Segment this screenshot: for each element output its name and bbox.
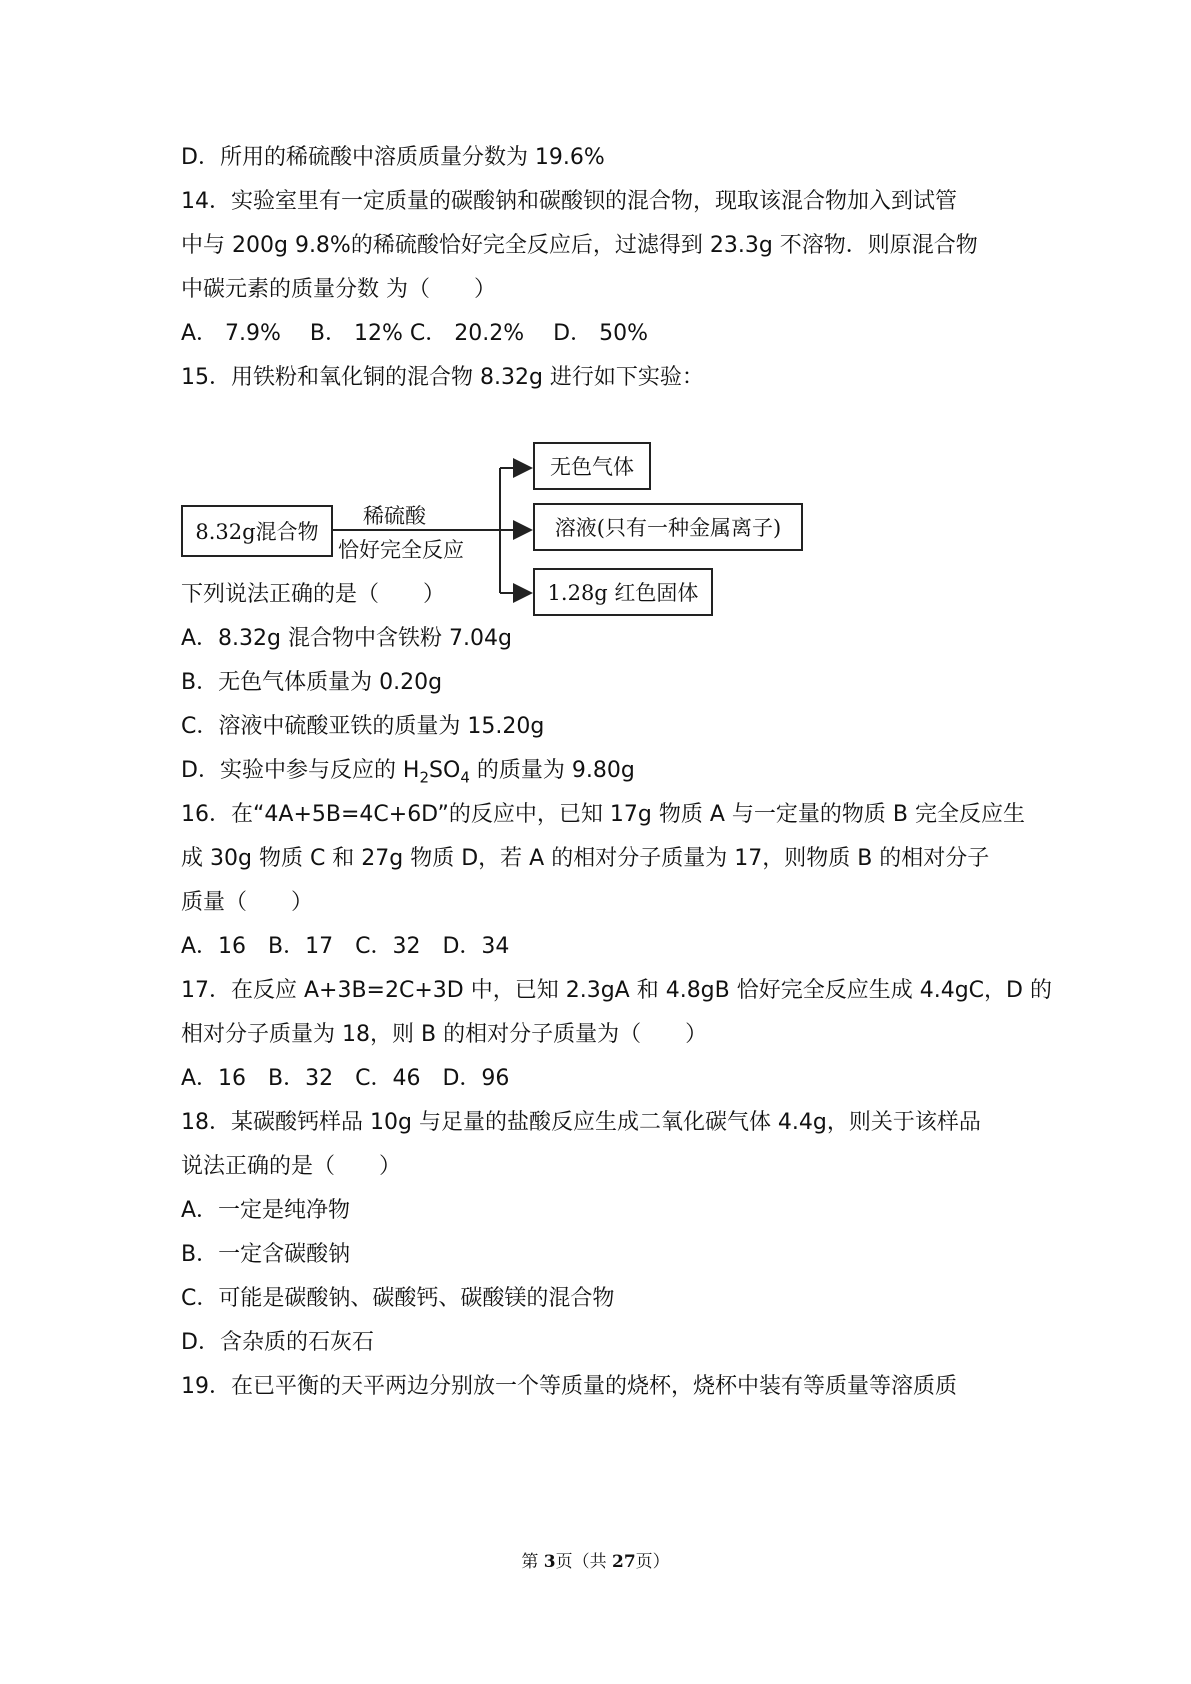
subscript-4: 4	[460, 768, 470, 787]
q19-line-1: 19．在已平衡的天平两边分别放一个等质量的烧杯，烧杯中装有等质量等溶质质	[181, 1374, 957, 1399]
option-d-suffix: 的质量为 9.80g	[469, 758, 635, 783]
page-footer	[0, 1547, 1191, 1572]
q15-option-c: C．溶液中硫酸亚铁的质量为 15.20g	[181, 714, 545, 739]
option-d-formula: SO	[429, 758, 461, 783]
solution-box: 溶液(只有一种金属离子)	[533, 503, 803, 551]
q16-line-2: 成 30g 物质 C 和 27g 物质 D，若 A 的相对分子质量为 17，则物质 B 的相对分子	[181, 846, 990, 871]
q17-options: A．16 B．32 C．46 D．96	[181, 1066, 510, 1091]
solid-box: 1.28g 红色固体	[533, 568, 713, 616]
q18-option-a: A．一定是纯净物	[181, 1198, 351, 1223]
input-box: 8.32g混合物	[181, 505, 333, 557]
q18-line-2: 说法正确的是（ ）	[181, 1154, 402, 1179]
gas-box: 无色气体	[533, 442, 651, 490]
q16-line-3: 质量（ ）	[181, 890, 314, 915]
subscript-2: 2	[419, 768, 430, 787]
q14-options: A． 7.9% B． 12% C． 20.2% D． 50%	[181, 321, 648, 346]
q16-options: A．16 B．17 C．32 D．34	[181, 934, 510, 959]
q17-line-1: 17．在反应 A+3B=2C+3D 中，已知 2.3gA 和 4.8gB 恰好完全反应生成 4.4gC，D 的	[181, 978, 1052, 1003]
q18-option-d: D．含杂质的石灰石	[181, 1330, 374, 1355]
q15-question: 下列说法正确的是（ ）	[181, 582, 446, 607]
q15-option-a: A．8.32g 混合物中含铁粉 7.04g	[181, 626, 512, 651]
q16-line-1: 16．在“4A+5B=4C+6D”的反应中，已知 17g 物质 A 与一定量的物质 B 完全反应生	[181, 802, 1025, 827]
q18-option-b: B．一定含碳酸钠	[181, 1242, 351, 1267]
option-d-prefix: D．实验中参与反应的 H	[181, 758, 420, 783]
q14-line-1: 14．实验室里有一定质量的碳酸钠和碳酸钡的混合物，现取该混合物加入到试管	[181, 189, 957, 214]
condition-label: 恰好完全反应	[338, 538, 464, 562]
q13-option-d: D．所用的稀硫酸中溶质质量分数为 19.6%	[181, 145, 605, 170]
q18-line-1: 18．某碳酸钙样品 10g 与足量的盐酸反应生成二氧化碳气体 4.4g，则关于该样品	[181, 1110, 981, 1135]
q15-option-d	[181, 756, 635, 792]
reagent-label: 稀硫酸	[363, 504, 426, 528]
q15-stem: 15．用铁粉和氧化铜的混合物 8.32g 进行如下实验：	[181, 365, 704, 390]
footer-prefix: 第	[521, 1552, 544, 1572]
q18-option-c: C．可能是碳酸钠、碳酸钙、碳酸镁的混合物	[181, 1286, 615, 1311]
page-total: 27	[611, 1552, 636, 1572]
q14-line-3: 中碳元素的质量分数 为（ ）	[181, 277, 496, 302]
footer-suffix: 页）	[635, 1552, 670, 1572]
q15-option-b: B．无色气体质量为 0.20g	[181, 670, 443, 695]
q17-line-2: 相对分子质量为 18，则 B 的相对分子质量为（ ）	[181, 1022, 708, 1047]
page-number: 3	[543, 1552, 556, 1572]
q14-line-2: 中与 200g 9.8%的稀硫酸恰好完全反应后，过滤得到 23.3g 不溶物．则原混合物	[181, 233, 978, 258]
footer-middle: 页（共	[555, 1552, 612, 1572]
